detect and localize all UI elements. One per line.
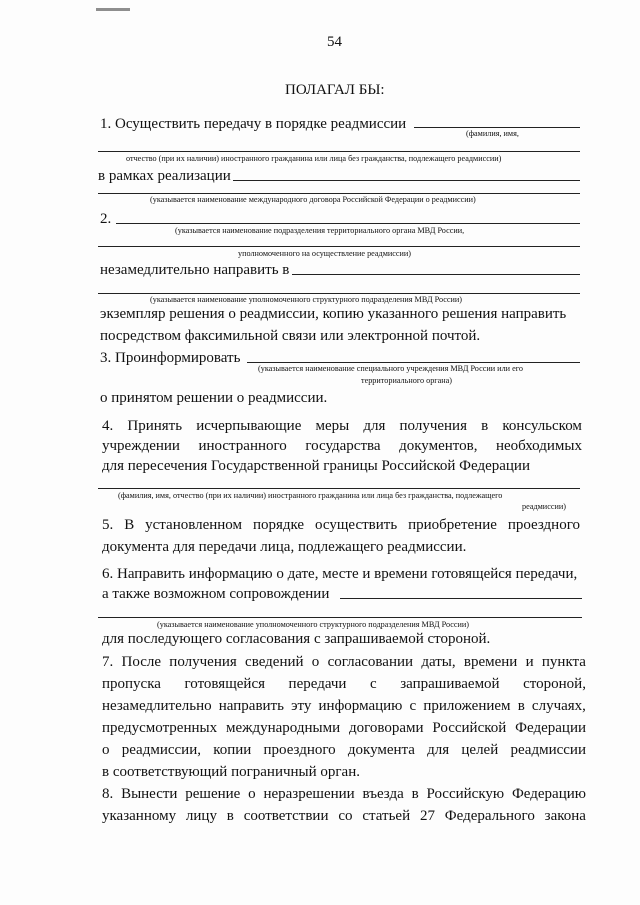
item3-text: 3. Проинформировать — [100, 350, 241, 366]
item8-line2-word: закона — [544, 808, 586, 824]
item6-fill-line-escort — [340, 598, 582, 599]
item4-line1-word: для — [363, 418, 386, 434]
item7-line1 — [102, 654, 586, 671]
item7-line2 — [102, 676, 586, 693]
item4-line2-word: учреждении — [102, 438, 180, 454]
item7-line1-word: о — [311, 654, 320, 670]
item7-line5-word: реадмиссии, — [121, 742, 201, 758]
item6-fill-line-struct — [98, 617, 582, 618]
item7-line3 — [102, 698, 586, 715]
item8-line1-word: Федерацию — [511, 786, 586, 802]
item7-line3-word: направить — [218, 698, 284, 714]
item4-line1-word: Принять — [127, 418, 183, 434]
item7-line4-word: Российской — [432, 720, 507, 736]
item7-line1-word: сведений — [245, 654, 304, 670]
page-number: 54 — [327, 34, 342, 50]
item7-line2-word: пропуска — [102, 676, 161, 692]
item7-line1-word: пункта — [541, 654, 586, 670]
item7-line1-word: После — [121, 654, 162, 670]
item7-line3-word: информацию — [318, 698, 403, 714]
item5-line1-word: 5. — [102, 517, 114, 533]
item7-line4 — [102, 720, 586, 737]
item4-hint-line1: (фамилия, имя, отчество (при их наличии) иностранного гражданина или лица без гражданства, подлежащего — [118, 491, 503, 500]
item7-line2-word: передачи — [288, 676, 347, 692]
item5-line1-word: установленном — [145, 517, 243, 533]
item6-line3: для последующего согласования с запрашиваемой стороной. — [102, 631, 491, 647]
item5-line1 — [102, 517, 580, 534]
item4-hint-line2: реадмиссии) — [522, 502, 566, 511]
item2-fill-line-send — [292, 274, 580, 275]
item8-line1-word: Вынести — [121, 786, 178, 802]
item2-copy-line1: экземпляр решения о реадмиссии, копию указанного решения направить — [100, 306, 567, 322]
item6-line2: а также возможном сопровождении — [102, 586, 330, 602]
item2-fill-line-unit — [116, 223, 580, 224]
item1-framework: в рамках реализации — [98, 168, 231, 184]
item2-send: незамедлительно направить в — [100, 262, 290, 278]
item8-line2-word: указанному — [102, 808, 177, 824]
item4-line1-word: меры — [315, 418, 350, 434]
item8-line1-word: о — [248, 786, 256, 802]
item1-fill-line-full — [98, 151, 580, 152]
item8-line2-word: 27 — [419, 808, 435, 824]
item7-line3-word: случаях, — [531, 698, 586, 714]
item3-tail: о принятом решении о реадмиссии. — [100, 390, 328, 406]
item7-line1-word: и — [525, 654, 534, 670]
item7-line5-word: копии — [213, 742, 252, 758]
item4-fill-line — [98, 488, 580, 489]
item7-line6: в соответствующий пограничный орган. — [102, 764, 360, 780]
item4-line1-word: исчерпывающие — [196, 418, 302, 434]
item8-line1-word: 8. — [102, 786, 114, 802]
item7-line1-word: получения — [169, 654, 237, 670]
item4-line1-word: в — [481, 418, 489, 434]
item8-line2-word: статьей — [362, 808, 411, 824]
item8-line1-word: въезда — [362, 786, 404, 802]
item8-line2-word: соответствии — [243, 808, 329, 824]
item5-line1-word: проездного — [507, 517, 580, 533]
item4-line1 — [102, 418, 582, 435]
item7-line4-word: международными — [225, 720, 341, 736]
item8-line1-word: в — [411, 786, 419, 802]
item4-line1-word: получения — [399, 418, 467, 434]
item7-line5-word: о — [102, 742, 110, 758]
item7-line3-word: в — [517, 698, 525, 714]
item5-line1-word: порядке — [252, 517, 305, 533]
item1-text: 1. Осуществить передачу в порядке реадмиссии — [100, 116, 407, 132]
heading: ПОЛАГАЛ БЫ: — [285, 82, 385, 98]
item4-line1-word: консульском — [502, 418, 582, 434]
item3-hint-line2: территориального органа) — [361, 376, 453, 385]
item4-line2-word: иностранного — [198, 438, 287, 454]
item7-line2-word: стороной, — [523, 676, 586, 692]
item7-line5-word: для — [427, 742, 450, 758]
item8-line1-word: неразрешении — [263, 786, 355, 802]
item7-line1-word: согласовании — [327, 654, 414, 670]
item7-line4-word: предусмотренных — [102, 720, 218, 736]
item2-fill-line-struct — [98, 293, 580, 294]
item8-line2-word: лицу — [185, 808, 217, 824]
item7-line5-word: реадмиссии — [510, 742, 586, 758]
item2-fill-line-auth — [98, 246, 580, 247]
item7-line4-word: Федерации — [515, 720, 586, 736]
item5-line2: документа для передачи лица, подлежащего реадмиссии. — [102, 539, 467, 555]
item7-line3-word: эту — [291, 698, 312, 714]
item6-hint: (указывается наименование уполномоченного структурного подразделения МВД России) — [157, 620, 470, 629]
item4-line2-word: документов, — [399, 438, 478, 454]
item4-line2-word: государства — [305, 438, 381, 454]
item2-hint-auth: уполномоченного на осуществление реадмиссии) — [238, 249, 412, 258]
item3-fill-line — [247, 362, 580, 363]
item7-line3-word: с — [409, 698, 417, 714]
item7-line5-word: проездного — [263, 742, 336, 758]
item7-line2-word: запрашиваемой — [400, 676, 500, 692]
item6-line1: 6. Направить информацию о дате, месте и времени готовящейся передачи, — [102, 566, 578, 582]
item5-line1-word: осуществить — [315, 517, 398, 533]
item4-line2-word: необходимых — [496, 438, 582, 454]
item1-hint-cont: отчество (при их наличии) иностранного гражданина или лица без гражданства, подлежащего реадмиссии) — [126, 154, 502, 163]
scan-artifact — [96, 8, 130, 11]
item2-hint-struct: (указывается наименование уполномоченного структурного подразделения МВД России) — [150, 295, 463, 304]
item7-line1-word: времени — [463, 654, 518, 670]
item8-line1-word: Российскую — [426, 786, 505, 802]
item4-line2 — [102, 438, 582, 455]
item7-line5 — [102, 742, 586, 759]
item7-line3-word: приложением — [423, 698, 511, 714]
item1-hint-treaty: (указывается наименование международного договора Российской Федерации о реадмиссии) — [150, 195, 476, 204]
item7-line5-word: документа — [347, 742, 415, 758]
item8-line2-word: в — [226, 808, 234, 824]
item5-line1-word: В — [124, 517, 135, 533]
item7-line2-word: готовящейся — [184, 676, 265, 692]
item2-copy-line2: посредством факсимильной связи или электронной почтой. — [100, 328, 481, 344]
item8-line2-word: со — [338, 808, 353, 824]
item7-line2-word: с — [370, 676, 377, 692]
item8-line2 — [102, 808, 586, 825]
item1-fill-line-treaty — [233, 180, 580, 181]
item7-line4-word: договорами — [348, 720, 424, 736]
item4-line3: для пересечения Государственной границы Российской Федерации — [102, 458, 530, 474]
item7-line5-word: целей — [461, 742, 499, 758]
item1-fill-line-name — [414, 127, 580, 128]
item8-line1 — [102, 786, 586, 803]
item4-line1-word: 4. — [102, 418, 114, 434]
item8-line1-word: решение — [185, 786, 241, 802]
item5-line1-word: приобретение — [408, 517, 497, 533]
item2-number: 2. — [100, 211, 112, 227]
item3-hint-line1: (указывается наименование специального учреждения МВД России или его — [258, 364, 523, 373]
item7-line1-word: 7. — [102, 654, 114, 670]
item1-hint-name: (фамилия, имя, — [466, 129, 519, 138]
item8-line2-word: Федерального — [444, 808, 535, 824]
item1-fill-line-treaty-2 — [98, 193, 580, 194]
item7-line1-word: даты, — [421, 654, 456, 670]
item7-line3-word: незамедлительно — [102, 698, 212, 714]
item2-hint-unit: (указывается наименование подразделения территориального органа МВД России, — [175, 226, 465, 235]
